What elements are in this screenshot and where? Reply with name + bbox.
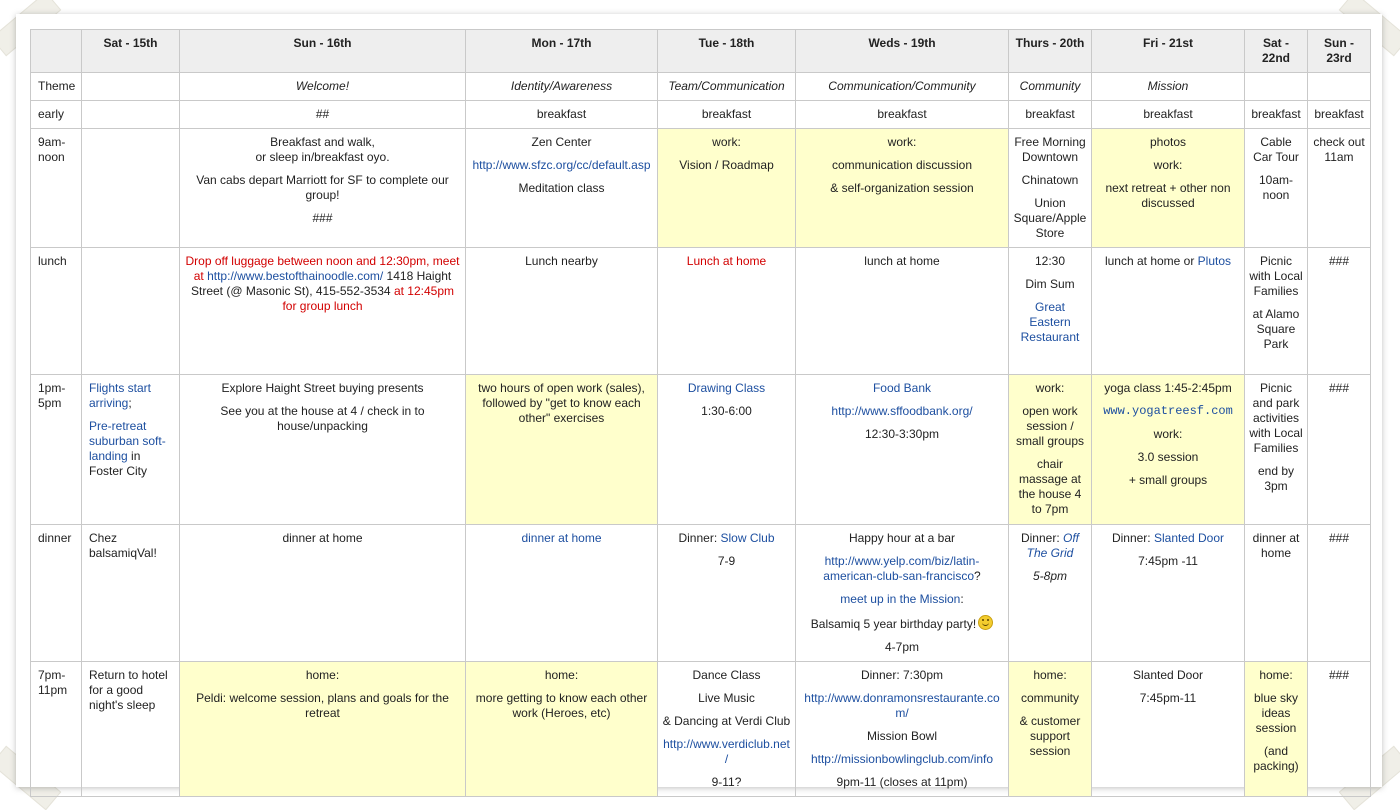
retreat-schedule-table — [30, 29, 1371, 797]
cell-afternoon-sun — [180, 375, 466, 525]
text: & self-organization session — [830, 181, 974, 195]
mission-bowling-link[interactable]: http://missionbowlingclub.com/info — [810, 752, 994, 766]
evening-row — [31, 662, 1371, 797]
text: work: — [1153, 427, 1183, 441]
text: photos — [1149, 135, 1187, 149]
cell-afternoon-sun2: ### — [1308, 375, 1371, 525]
header-thu-20: Thurs - 20th — [1009, 30, 1092, 73]
cell-evening-tue — [658, 662, 796, 797]
cell-lunch-sun2: ### — [1308, 248, 1371, 375]
text: communication discussion — [831, 158, 973, 172]
text: See you at the house at 4 / check in to house/unpacking — [220, 404, 425, 433]
cell-early-sun2: breakfast — [1308, 101, 1371, 129]
text: chair massage at the house 4 to 7pm — [1018, 457, 1082, 516]
cell-early-sat — [82, 101, 180, 129]
cell-theme-mon: Identity/Awareness — [466, 73, 658, 101]
text: & Dancing at Verdi Club — [662, 714, 791, 728]
text: Picnic and park activities with Local Families — [1249, 381, 1303, 455]
cell-afternoon-fri — [1092, 375, 1245, 525]
latin-american-club-link[interactable]: http://www.yelp.com/biz/latin-american-club-san-francisco — [823, 554, 980, 583]
cell-dinner-fri — [1092, 525, 1245, 662]
thai-noodle-link[interactable]: http://www.bestofthainoodle.com/ — [207, 269, 384, 283]
text: Meditation class — [518, 181, 605, 195]
cell-lunch-mon: Lunch nearby — [466, 248, 658, 375]
cell-afternoon-wed — [796, 375, 1009, 525]
text: 12:30 — [1034, 254, 1066, 268]
text: & customer support session — [1019, 714, 1081, 758]
slow-club-link[interactable]: Slow Club — [720, 531, 775, 545]
header-sun-23: Sun - 23rd — [1308, 30, 1371, 73]
cell-theme-thu: Community — [1009, 73, 1092, 101]
pre-retreat-link[interactable]: Pre-retreat suburban soft-landing — [89, 419, 166, 463]
morning-row — [31, 129, 1371, 248]
cell-evening-wed — [796, 662, 1009, 797]
text: yoga class 1:45-2:45pm — [1104, 381, 1232, 395]
text: Peldi: welcome session, plans and goals for the retreat — [196, 691, 449, 720]
yogatree-link[interactable]: www.yogatreesf.com — [1103, 404, 1233, 418]
cell-early-sun: ## — [180, 101, 466, 129]
text: ; — [128, 396, 132, 410]
cell-morning-wed — [796, 129, 1009, 248]
text: 3.0 session — [1137, 450, 1199, 464]
header-corner — [31, 30, 82, 73]
text: home: — [544, 668, 579, 682]
great-eastern-link[interactable]: Great Eastern Restaurant — [1020, 300, 1080, 344]
dinner-row — [31, 525, 1371, 662]
cell-early-mon: breakfast — [466, 101, 658, 129]
text: 5-8pm — [1032, 569, 1067, 583]
text: Dinner: 7:30pm — [860, 668, 944, 682]
header-tue-18: Tue - 18th — [658, 30, 796, 73]
cell-dinner-mon: dinner at home — [466, 525, 658, 662]
header-mon-17: Mon - 17th — [466, 30, 658, 73]
text: Happy hour at a bar — [848, 531, 956, 545]
text: 1418 Haight Street (@ Masonic St), 415-552-3534 — [190, 269, 452, 298]
text: Dinner: — [1020, 531, 1063, 545]
plutos-link[interactable]: Plutos — [1197, 254, 1232, 268]
cell-morning-sun2 — [1308, 129, 1371, 248]
cell-dinner-thu — [1009, 525, 1092, 662]
cell-lunch-fri — [1092, 248, 1245, 375]
cell-early-tue: breakfast — [658, 101, 796, 129]
header-row — [31, 30, 1371, 73]
text: home: — [305, 668, 340, 682]
text: Mission Bowl — [866, 729, 938, 743]
drawing-class-link[interactable]: Drawing Class — [687, 381, 766, 395]
header-sat-22: Sat - 22nd — [1245, 30, 1308, 73]
cell-morning-thu — [1009, 129, 1092, 248]
meet-up-mission-link[interactable]: meet up in the Mission — [840, 592, 961, 606]
theme-row — [31, 73, 1371, 101]
lunch-row — [31, 248, 1371, 375]
text: at 12:45pm for group lunch — [282, 284, 454, 313]
cell-theme-sat2 — [1245, 73, 1308, 101]
cell-lunch-sat2 — [1245, 248, 1308, 375]
cell-early-fri: breakfast — [1092, 101, 1245, 129]
row-label-early: early — [31, 101, 82, 129]
cell-evening-mon — [466, 662, 658, 797]
sffoodbank-link[interactable]: http://www.sffoodbank.org/ — [831, 404, 973, 418]
text: Balsamiq 5 year birthday party! — [810, 617, 977, 631]
row-label-theme: Theme — [31, 73, 82, 101]
text: work: — [1035, 381, 1065, 395]
cell-afternoon-sat2 — [1245, 375, 1308, 525]
cell-dinner-sat2: dinner at home — [1245, 525, 1308, 662]
text: Dinner: — [678, 531, 721, 545]
cell-morning-sat2 — [1245, 129, 1308, 248]
text: 9pm-11 (closes at 11pm) — [836, 775, 968, 789]
cell-theme-sat — [82, 73, 180, 101]
row-label-dinner: dinner — [31, 525, 82, 662]
cell-evening-sat: Return to hotel for a good night's sleep — [82, 662, 180, 797]
text: lunch at home or — [1104, 254, 1198, 268]
cell-morning-sat — [82, 129, 180, 248]
cell-lunch-sun — [180, 248, 466, 375]
text: end by 3pm — [1257, 464, 1295, 493]
cell-lunch-thu — [1009, 248, 1092, 375]
cell-theme-sun2 — [1308, 73, 1371, 101]
cell-morning-tue — [658, 129, 796, 248]
text: in Foster City — [89, 449, 148, 478]
header-wed-19: Weds - 19th — [796, 30, 1009, 73]
header-sat-15: Sat - 15th — [82, 30, 180, 73]
text: work: — [1153, 158, 1183, 172]
cell-lunch-sat — [82, 248, 180, 375]
schedule-sheet — [16, 14, 1382, 787]
text: 4-7pm — [884, 640, 919, 654]
text: 7:45pm -11 — [1138, 554, 1198, 568]
text: : — [960, 592, 964, 606]
cell-afternoon-mon: two hours of open work (sales), followed by "get to know each other" exercises — [466, 375, 658, 525]
cell-afternoon-sat — [82, 375, 180, 525]
don-ramons-link[interactable]: http://www.donramonsrestaurante.com/ — [804, 691, 1000, 720]
text: Union Square/Apple Store — [1013, 196, 1087, 240]
cell-lunch-tue: Lunch at home — [658, 248, 796, 375]
text: Zen Center — [531, 135, 592, 149]
cell-morning-fri — [1092, 129, 1245, 248]
cell-theme-tue: Team/Communication — [658, 73, 796, 101]
row-label-afternoon: 1pm-5pm — [31, 375, 82, 525]
text: ? — [974, 569, 981, 583]
text: Van cabs depart Marriott for SF to complete our group! — [196, 173, 449, 202]
text: Picnic with Local Families — [1249, 254, 1303, 298]
cell-theme-fri: Mission — [1092, 73, 1245, 101]
text: open work session / small groups — [1015, 404, 1085, 448]
cell-theme-wed: Communication/Community — [796, 73, 1009, 101]
row-label-lunch: lunch — [31, 248, 82, 375]
cell-early-sat2: breakfast — [1245, 101, 1308, 129]
cell-evening-sun2: ### — [1308, 662, 1371, 797]
cell-evening-fri — [1092, 662, 1245, 797]
cell-evening-sat2 — [1245, 662, 1308, 797]
smiley-face-icon — [978, 615, 993, 630]
text: check out 11am — [1313, 135, 1365, 164]
cell-morning-sun — [180, 129, 466, 248]
text: 10am-noon — [1258, 173, 1293, 202]
text: more getting to know each other work (Heroes, etc) — [475, 691, 648, 720]
text: 1:30-6:00 — [701, 404, 752, 418]
cell-early-wed: breakfast — [796, 101, 1009, 129]
row-label-morning: 9am-noon — [31, 129, 82, 248]
verdi-club-link[interactable]: http://www.verdiclub.net/ — [663, 737, 790, 766]
cell-dinner-sun2: ### — [1308, 525, 1371, 662]
text: Slanted Door — [1132, 668, 1204, 682]
text: + small groups — [1128, 473, 1208, 487]
text: blue sky ideas session — [1253, 691, 1299, 735]
text: 7:45pm-11 — [1139, 691, 1197, 705]
cell-dinner-sun: dinner at home — [180, 525, 466, 662]
cell-lunch-wed: lunch at home — [796, 248, 1009, 375]
early-row — [31, 101, 1371, 129]
text: Chinatown — [1021, 173, 1079, 187]
cell-afternoon-tue — [658, 375, 796, 525]
cell-dinner-sat: Chez balsamiqVal! — [82, 525, 180, 662]
text: (and packing) — [1253, 744, 1299, 773]
cell-early-thu: breakfast — [1009, 101, 1092, 129]
text: work: — [712, 135, 741, 149]
text: or sleep in/breakfast oyo. — [255, 150, 390, 164]
flights-link[interactable]: Flights start arriving — [89, 381, 152, 410]
cell-morning-mon — [466, 129, 658, 248]
text: 7-9 — [717, 554, 736, 568]
text: Cable Car Tour — [1253, 135, 1299, 164]
header-fri-21: Fri - 21st — [1092, 30, 1245, 73]
text: Free Morning Downtown — [1014, 135, 1086, 164]
text: home: — [1033, 668, 1067, 682]
text: Dinner: — [1111, 531, 1154, 545]
text: home: — [1259, 668, 1293, 682]
slanted-door-link[interactable]: Slanted Door — [1153, 531, 1225, 545]
cell-afternoon-thu — [1009, 375, 1092, 525]
text: Live Music — [698, 691, 755, 705]
text: ### — [312, 211, 333, 225]
text: Vision / Roadmap — [679, 158, 774, 172]
text: Dance Class — [692, 668, 761, 682]
afternoon-row — [31, 375, 1371, 525]
zen-center-link[interactable]: http://www.sfzc.org/cc/default.asp — [472, 158, 651, 172]
text: community — [1020, 691, 1079, 705]
text: work: — [887, 135, 917, 149]
cell-evening-sun — [180, 662, 466, 797]
cell-dinner-tue — [658, 525, 796, 662]
row-label-evening: 7pm-11pm — [31, 662, 82, 797]
food-bank-link[interactable]: Food Bank — [872, 381, 932, 395]
header-sun-16: Sun - 16th — [180, 30, 466, 73]
cell-dinner-wed — [796, 525, 1009, 662]
text: Drop off luggage between noon and 12:30pm, meet at — [185, 254, 460, 283]
cell-theme-sun: Welcome! — [180, 73, 466, 101]
text: 12:30-3:30pm — [864, 427, 940, 441]
text: Dim Sum — [1025, 277, 1075, 291]
off-the-grid-link[interactable]: Off The Grid — [1026, 531, 1080, 560]
text: next retreat + other non discussed — [1105, 181, 1231, 210]
text: Explore Haight Street buying presents — [221, 381, 424, 395]
text: 9-11? — [711, 775, 742, 789]
cell-evening-thu — [1009, 662, 1092, 797]
text: Breakfast and walk, — [270, 135, 375, 149]
text: at Alamo Square Park — [1252, 307, 1300, 351]
